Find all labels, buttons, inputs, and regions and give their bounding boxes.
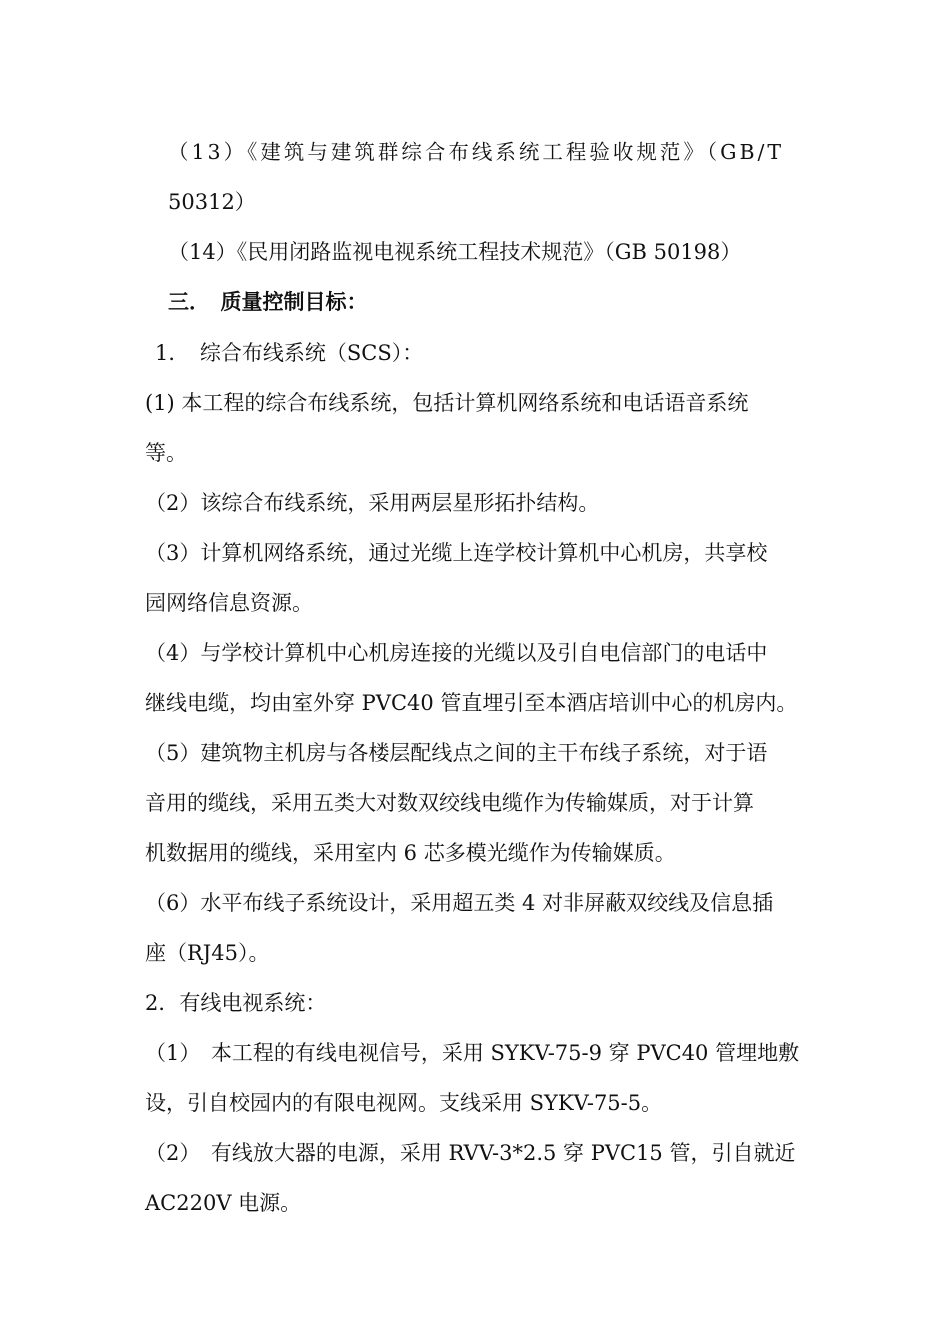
text-line-10: 园网络信息资源。 (145, 591, 313, 615)
subsection-heading-2: 2．有线电视系统： (145, 991, 327, 1015)
subsection-heading-1: 1． 综合布线系统（SCS）： (155, 341, 424, 365)
text-line-6: (1) 本工程的综合布线系统，包括计算机网络系统和电话语音系统 (145, 391, 749, 415)
text-line-12: 继线电缆，均由室外穿 PVC40 管直埋引至本酒店培训中心的机房内。 (145, 691, 798, 715)
text-line-8: （2）该综合布线系统，采用两层星形拓扑结构。 (145, 491, 600, 515)
text-line-22: AC220V 电源。 (145, 1191, 302, 1215)
text-line-17: 座（RJ45）。 (145, 941, 270, 965)
text-line-16: （6）水平布线子系统设计，采用超五类 4 对非屏蔽双绞线及信息插 (145, 891, 774, 915)
text-line-11: （4）与学校计算机中心机房连接的光缆以及引自电信部门的电话中 (145, 641, 768, 665)
section-heading-3: 三． 质量控制目标： (168, 289, 368, 314)
text-line-7: 等。 (145, 441, 187, 465)
text-line-21: （2） 有线放大器的电源，采用 RVV-3*2.5 穿 PVC15 管，引自就近 (145, 1141, 796, 1165)
text-line-14: 音用的缆线，采用五类大对数双绞线电缆作为传输媒质，对于计算 (145, 791, 754, 815)
text-line-19: （1） 本工程的有线电视信号，采用 SYKV-75-9 穿 PVC40 管埋地敷 (145, 1041, 800, 1065)
text-line-9: （3）计算机网络系统，通过光缆上连学校计算机中心机房，共享校 (145, 541, 768, 565)
text-line-2: 50312） (168, 190, 256, 214)
text-line-3: （14）《民用闭路监视电视系统工程技术规范》（GB 50198） (168, 240, 742, 264)
text-line-15: 机数据用的缆线，采用室内 6 芯多模光缆作为传输媒质。 (145, 841, 676, 865)
text-line-1: （13）《建筑与建筑群综合布线系统工程验收规范》（GB/T (168, 140, 785, 164)
text-line-20: 设，引自校园内的有限电视网。支线采用 SYKV-75-5。 (145, 1091, 663, 1115)
text-line-13: （5）建筑物主机房与各楼层配线点之间的主干布线子系统，对于语 (145, 741, 768, 765)
